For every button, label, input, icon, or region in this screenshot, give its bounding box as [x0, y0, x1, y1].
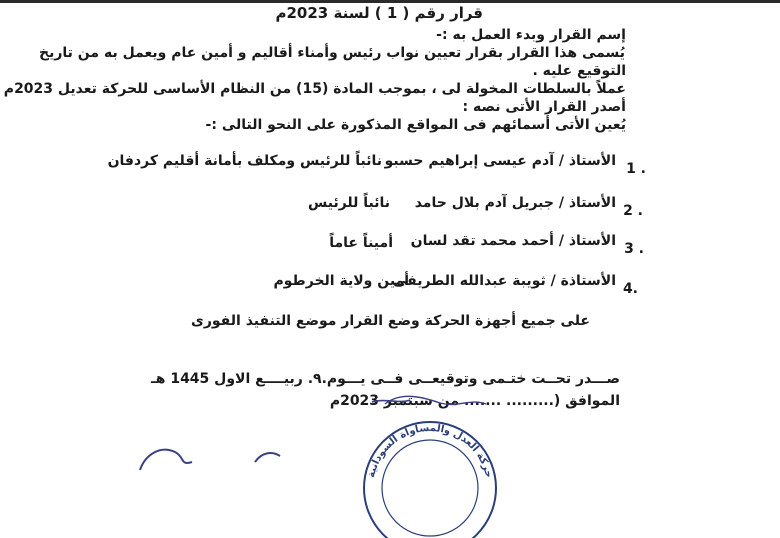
decision-title: قرار رقم ( 1 ) لسنة 2023م	[275, 4, 483, 22]
issue-statement: أصدر القرار الأتى نصه :	[462, 99, 626, 115]
decision-name-heading: إسم القرار وبدء العمل به :-	[436, 27, 626, 43]
appointee-position: أميناً عاماً	[329, 235, 393, 251]
appointment-intro: يُعين الأتى أسمائهم فى المواقع المذكورة على النحو التالى :-	[205, 117, 626, 133]
execution-directive: على جميع أجهزة الحركة وضع القرار موضع التنفيذ الفورى	[191, 313, 590, 329]
appointment-number: 2 .	[623, 203, 643, 219]
stamp-text: حركة العدل والمساواة السودانية	[365, 422, 495, 479]
appointee-name: الأستاذ / أحمد محمد تقد لسان	[410, 233, 616, 249]
appointment-number: 1 .	[626, 161, 646, 177]
official-stamp	[355, 418, 505, 538]
decision-naming-line: يُسمى هذا القرار بقرار تعيين نواب رئيس وأمناء أقاليم و أمين عام ويعمل به من تاريخ	[39, 45, 625, 61]
decision-naming-line-continued: التوقيع عليه .	[532, 63, 626, 79]
top-border	[0, 0, 780, 3]
corresponding-date-line: الموافق (......... ....... من سبتمبر 2023م	[329, 393, 620, 409]
appointee-position: نائباً للرئيس	[307, 195, 390, 211]
issuance-line: صـــدر تحــت ختـمى وتوقيعــى فــى يـــوم.٩. ربيــــع الاول 1445 هـ	[150, 371, 620, 387]
appointee-name: الأستاذ / جبريل آدم بلال حامد	[414, 195, 616, 211]
appointee-position: أمين ولاية الخرطوم	[273, 273, 409, 289]
appointment-number: 3 .	[624, 241, 644, 257]
appointment-number: 4.	[622, 281, 638, 297]
appointee-name: الأستاذ / آدم عيسى إبراهيم حسبو	[384, 153, 616, 169]
appointee-name: الأستاذة / ثويبة عبدالله الطريفى	[392, 273, 616, 289]
appointee-position: نائباً للرئيس ومكلف بأمانة أقليم كردفان	[107, 153, 382, 169]
authority-line: عملاً بالسلطات المخولة لى ، بموجب المادة (15) من النظام الأساسى للحركة تعديل 2023م	[3, 81, 626, 97]
